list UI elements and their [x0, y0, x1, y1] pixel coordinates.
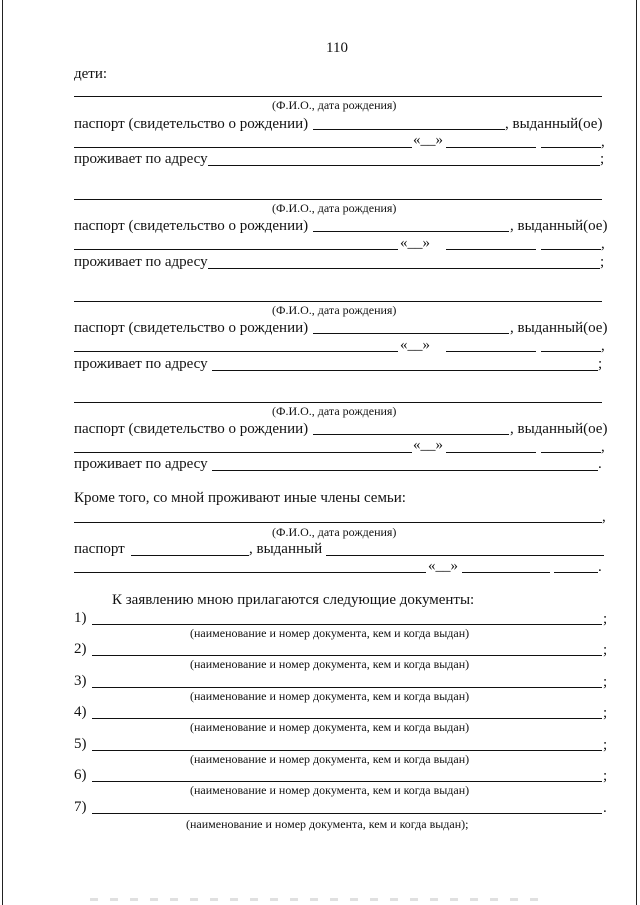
doc-4-line[interactable] — [92, 718, 602, 719]
child-3-year-line[interactable] — [541, 351, 601, 352]
child-3-passport-line[interactable] — [313, 333, 509, 334]
child-3-comma: , — [601, 338, 605, 354]
child-3-fio-caption: (Ф.И.О., дата рождения) — [272, 303, 397, 317]
doc-5-caption: (наименование и номер документа, кем и когда выдан) — [190, 752, 470, 766]
child-4-passport-label: паспорт (свидетельство о рождении) — [74, 421, 309, 437]
member-passport-label: паспорт — [74, 541, 125, 557]
child-1-month-line[interactable] — [446, 147, 536, 148]
child-2-semicolon: ; — [600, 254, 605, 270]
doc-3-semicolon: ; — [603, 674, 608, 690]
child-1-fio-line[interactable] — [74, 96, 602, 97]
doc-6-caption: (наименование и номер документа, кем и когда выдан) — [190, 783, 470, 797]
child-2-fio-line[interactable] — [74, 199, 602, 200]
member-fio-caption: (Ф.И.О., дата рождения) — [272, 525, 397, 539]
child-1-year-line[interactable] — [541, 147, 601, 148]
child-1-issued-label: , выданный(ое) — [505, 116, 603, 132]
member-fio-comma: , — [602, 509, 606, 525]
child-3-passport-label: паспорт (свидетельство о рождении) — [74, 320, 309, 336]
doc-3-number: 3) — [74, 673, 87, 689]
doc-5-number: 5) — [74, 736, 87, 752]
scan-artifact — [90, 898, 550, 901]
child-2-issued-label: , выданный(ое) — [510, 218, 608, 234]
member-issuer-line-2[interactable] — [74, 572, 426, 573]
child-1-date-quotes: «__» — [413, 132, 443, 148]
child-2-passport-line[interactable] — [313, 231, 509, 232]
child-4-period: . — [598, 456, 602, 472]
member-fio-line[interactable] — [74, 522, 602, 523]
child-2-fio-caption: (Ф.И.О., дата рождения) — [272, 201, 397, 215]
doc-4-semicolon: ; — [603, 705, 608, 721]
child-4-month-line[interactable] — [446, 452, 536, 453]
child-1-semicolon: ; — [600, 151, 605, 167]
member-issued-label: , выданный — [249, 541, 323, 557]
child-2-address-line[interactable] — [208, 268, 600, 269]
child-3-issued-label: , выданный(ое) — [510, 320, 608, 336]
child-4-fio-line[interactable] — [74, 402, 602, 403]
child-3-resides-label: проживает по адресу — [74, 356, 208, 372]
child-1-issuer-line[interactable] — [74, 147, 412, 148]
attachments-intro: К заявлению мною прилагаются следующие документы: — [112, 592, 475, 608]
member-period: . — [598, 559, 602, 575]
doc-1-number: 1) — [74, 610, 87, 626]
child-1-resides-label: проживает по адресу — [74, 151, 208, 167]
page-edge-left — [2, 0, 3, 905]
member-month-line[interactable] — [462, 572, 550, 573]
doc-7-line[interactable] — [92, 813, 602, 814]
doc-2-semicolon: ; — [603, 642, 608, 658]
page-number: 110 — [326, 40, 348, 56]
doc-5-semicolon: ; — [603, 737, 608, 753]
doc-3-line[interactable] — [92, 687, 602, 688]
child-4-issuer-line[interactable] — [74, 452, 412, 453]
page-edge-right — [636, 0, 637, 905]
children-heading: дети: — [74, 66, 108, 82]
child-1-address-line[interactable] — [208, 165, 600, 166]
doc-7-number: 7) — [74, 799, 87, 815]
child-4-issued-label: , выданный(ое) — [510, 421, 608, 437]
child-3-issuer-line[interactable] — [74, 351, 398, 352]
member-passport-line[interactable] — [131, 555, 249, 556]
child-1-comma: , — [601, 134, 605, 150]
doc-1-caption: (наименование и номер документа, кем и когда выдан) — [190, 626, 470, 640]
doc-5-line[interactable] — [92, 750, 602, 751]
child-4-fio-caption: (Ф.И.О., дата рождения) — [272, 404, 397, 418]
doc-4-number: 4) — [74, 704, 87, 720]
child-3-address-line[interactable] — [212, 370, 598, 371]
child-4-resides-label: проживает по адресу — [74, 456, 208, 472]
other-members-text: Кроме того, со мной проживают иные члены семьи: — [74, 490, 406, 506]
child-2-month-line[interactable] — [446, 249, 536, 250]
doc-1-semicolon: ; — [603, 611, 608, 627]
child-1-fio-caption: (Ф.И.О., дата рождения) — [272, 98, 397, 112]
child-1-passport-line[interactable] — [313, 129, 505, 130]
doc-7-caption: (наименование и номер документа, кем и когда выдан); — [186, 817, 469, 831]
child-4-address-line[interactable] — [212, 470, 598, 471]
doc-2-number: 2) — [74, 641, 87, 657]
child-1-passport-label: паспорт (свидетельство о рождении) — [74, 116, 309, 132]
child-4-year-line[interactable] — [541, 452, 601, 453]
child-3-month-line[interactable] — [446, 351, 536, 352]
child-4-passport-line[interactable] — [313, 434, 509, 435]
doc-2-caption: (наименование и номер документа, кем и когда выдан) — [190, 657, 470, 671]
child-2-passport-label: паспорт (свидетельство о рождении) — [74, 218, 309, 234]
child-2-comma: , — [601, 236, 605, 252]
child-3-fio-line[interactable] — [74, 301, 602, 302]
child-3-date-quotes: «__» — [400, 337, 430, 353]
child-2-issuer-line[interactable] — [74, 249, 398, 250]
doc-7-period: . — [603, 800, 607, 816]
member-year-line[interactable] — [554, 572, 598, 573]
doc-2-line[interactable] — [92, 655, 602, 656]
child-4-comma: , — [601, 439, 605, 455]
doc-6-line[interactable] — [92, 781, 602, 782]
child-2-year-line[interactable] — [541, 249, 601, 250]
doc-4-caption: (наименование и номер документа, кем и когда выдан) — [190, 720, 470, 734]
child-4-date-quotes: «__» — [413, 437, 443, 453]
member-issuer-line[interactable] — [326, 555, 604, 556]
doc-3-caption: (наименование и номер документа, кем и когда выдан) — [190, 689, 470, 703]
doc-6-number: 6) — [74, 767, 87, 783]
doc-6-semicolon: ; — [603, 768, 608, 784]
member-date-quotes: «__» — [428, 558, 458, 574]
doc-1-line[interactable] — [92, 624, 602, 625]
child-3-semicolon: ; — [598, 356, 603, 372]
child-2-date-quotes: «__» — [400, 235, 430, 251]
child-2-resides-label: проживает по адресу — [74, 254, 208, 270]
